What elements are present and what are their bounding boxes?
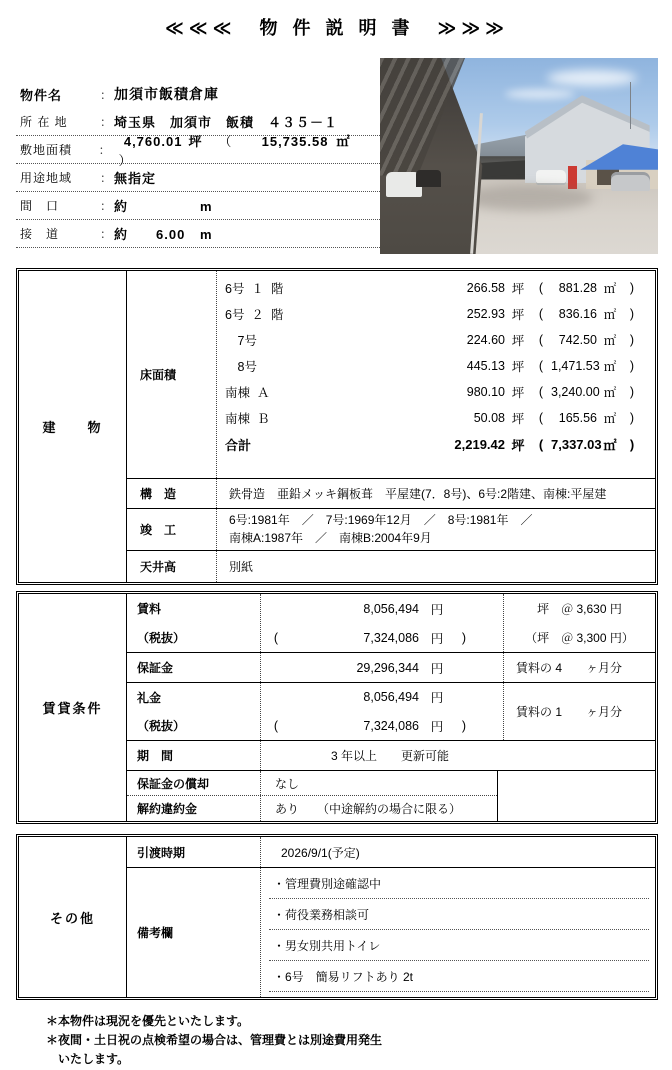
paren-close: ) — [629, 359, 635, 373]
yen-unit: 円 — [430, 691, 444, 706]
m2-unit: ㎡ — [603, 282, 617, 296]
structure-label: 構 造 — [127, 479, 217, 508]
deposit-note-cell — [503, 653, 655, 682]
photo-cloud — [505, 89, 575, 99]
paren-close: ) — [461, 630, 467, 645]
deposit-amount — [261, 659, 503, 677]
key-money-number: 8,056,494 — [363, 690, 419, 705]
site-area-value — [112, 131, 380, 169]
approx: 約 — [114, 227, 129, 242]
colon: ： — [99, 87, 112, 102]
structure-row — [127, 478, 655, 508]
top-section — [16, 56, 658, 254]
other-section-label: その他 — [19, 837, 127, 997]
page-title: ≪≪≪ 物 件 説 明 書 ≫≫≫ — [164, 18, 510, 38]
paren-close: ） — [118, 152, 133, 168]
footer-notes — [16, 1012, 658, 1070]
info-row-road — [16, 220, 380, 248]
rent-amount — [261, 600, 503, 618]
floor-row — [225, 379, 655, 405]
paren-open: ( — [538, 436, 544, 452]
deposit-values — [261, 653, 503, 682]
yen-unit: 円 — [430, 719, 444, 734]
completion-label: 竣 工 — [127, 509, 217, 550]
tsubo-unit: 坪 — [511, 412, 525, 426]
penalty-row — [127, 796, 497, 821]
zoning-label: 用途地域 — [20, 171, 73, 185]
floor-m2: 165.56 — [558, 411, 597, 425]
floor-tsubo: 2,219.42 — [454, 436, 505, 452]
penalty-label-cell — [127, 796, 261, 821]
floor-area-block — [127, 271, 655, 478]
rent-tax-label: （税抜） — [137, 631, 186, 645]
note-line-1: ＊本物件は現況を優先といたします。 — [46, 1014, 250, 1028]
site-area-m2: 15,735.58 — [261, 133, 329, 149]
rent-section-label: 賃貸条件 — [19, 594, 127, 821]
tsubo-unit: 坪 — [511, 360, 525, 374]
floor-area-label: 床面積 — [127, 271, 217, 478]
per-tsubo: 坪 ＠ 3,630 円 — [537, 602, 622, 616]
m2-unit: ㎡ — [603, 437, 617, 453]
ceiling-value: 別紙 — [229, 560, 254, 574]
deposit-row — [127, 652, 655, 682]
rent-tax-amount — [261, 629, 503, 647]
info-row-frontage — [16, 192, 380, 220]
tsubo-unit: 坪 — [511, 386, 525, 400]
floor-tsubo: 50.08 — [473, 411, 505, 425]
period-label: 期 間 — [137, 749, 174, 763]
floor-area-values — [217, 271, 655, 478]
paren-open: ( — [538, 281, 544, 295]
remark-item: ・荷役業務相談可 — [269, 899, 649, 930]
property-name-value: 加須市飯積倉庫 — [114, 86, 219, 102]
completion-line-2: 南棟A:1987年 ／ 南棟B:2004年9月 — [229, 530, 432, 545]
m2-unit: ㎡ — [603, 334, 617, 348]
paren-close: ) — [629, 385, 635, 399]
floor-m2: 836.16 — [558, 307, 597, 321]
info-row-property-name — [16, 80, 380, 108]
ceiling-label: 天井高 — [127, 551, 217, 582]
yen-unit: 円 — [430, 602, 444, 617]
rent-row — [127, 594, 655, 652]
photo-white-car — [536, 170, 567, 186]
amortization-penalty-rows — [127, 770, 655, 821]
tsubo-unit: 坪 — [511, 437, 525, 453]
remark-item: ・管理費別途確認中 — [269, 868, 649, 899]
photo-cloud — [547, 70, 637, 86]
photo-vending-machine — [568, 166, 578, 190]
floor-row — [225, 327, 655, 353]
paren-open: ( — [538, 307, 544, 321]
paren-open: （ — [218, 133, 233, 149]
rent-label: 賃料 — [137, 602, 162, 616]
zoning-value: 無指定 — [114, 171, 157, 186]
yen-unit: 円 — [430, 631, 444, 646]
key-money-row — [127, 682, 655, 740]
floor-tsubo: 266.58 — [466, 281, 505, 295]
floor-m2: 1,471.53 — [551, 359, 600, 373]
deposit-number: 29,296,344 — [356, 660, 419, 675]
ceiling-row — [127, 550, 655, 582]
amortization-label-cell — [127, 771, 261, 795]
per-tsubo-tax: （坪 ＠ 3,300 円） — [525, 631, 634, 645]
paren-open: ( — [273, 630, 279, 645]
remark-item: ・男女別共用トイレ — [269, 930, 649, 961]
delivery-value: 2026/9/1(予定) — [281, 845, 360, 860]
floor-tsubo: 224.60 — [466, 333, 505, 347]
photo-antenna-pole — [630, 82, 631, 129]
road-meters: 6.00 — [156, 227, 186, 242]
floor-m2: 881.28 — [558, 281, 597, 295]
rent-amount-number: 8,056,494 — [363, 601, 419, 616]
key-money-note-cell — [503, 683, 655, 740]
road-value — [114, 224, 230, 243]
key-money-label: 礼金 — [137, 690, 162, 705]
paren-close: ) — [461, 718, 467, 733]
m2-unit: ㎡ — [603, 412, 617, 426]
address-label: 所 在 地 — [20, 115, 68, 129]
note-line-3: いたします。 — [58, 1052, 130, 1067]
info-row-site-area — [16, 133, 380, 168]
floor-tsubo: 252.93 — [466, 307, 505, 321]
delivery-label: 引渡時期 — [127, 837, 261, 867]
colon: ： — [99, 115, 112, 129]
key-money-note: 賃料の 1 ヶ月分 — [516, 705, 623, 719]
paren-open: ( — [538, 385, 544, 399]
photo-parked-dark-car — [416, 170, 441, 188]
building-table — [16, 268, 658, 585]
remark-item: ・6号 簡易リフトあり 2t — [269, 961, 649, 992]
rent-values — [261, 594, 503, 652]
colon: ： — [99, 199, 112, 213]
property-name-label: 物件名 — [20, 87, 63, 103]
floor-name: 6号 １ 階 — [225, 282, 284, 296]
key-money-tax-label: （税抜） — [137, 719, 186, 734]
rent-tax-number: 7,324,086 — [363, 630, 419, 645]
completion-line-1: 6号:1981年 ／ 7号:1969年12月 ／ 8号:1981年 ／ — [229, 513, 533, 528]
frontage-value — [114, 196, 230, 215]
rent-table — [16, 591, 658, 824]
approx: 約 — [114, 199, 129, 214]
floor-name: 8号 — [225, 360, 257, 374]
colon: ： — [99, 171, 112, 185]
key-money-values — [261, 683, 503, 740]
property-photo — [380, 58, 658, 254]
rent-label-cell — [127, 594, 261, 652]
tsubo-unit: 坪 — [511, 308, 525, 322]
floor-row — [225, 353, 655, 379]
key-money-tax-amount — [261, 717, 503, 735]
remarks-row — [127, 867, 655, 997]
paren-open: ( — [273, 718, 279, 733]
amortization-value: なし — [275, 776, 300, 791]
penalty-label: 解約違約金 — [137, 802, 198, 816]
remarks-list — [261, 868, 655, 997]
floor-tsubo: 445.13 — [466, 359, 505, 373]
floor-tsubo: 980.10 — [466, 385, 505, 399]
amortization-row — [127, 771, 497, 796]
key-money-amount — [261, 688, 503, 706]
period-value: 3 年以上 更新可能 — [331, 749, 450, 763]
structure-value: 鉄骨造 亜鉛メッキ鋼板葺 平屋建(7．8号)、6号:2階建、南棟:平屋建 — [229, 487, 607, 501]
deposit-note: 賃料の 4 ヶ月分 — [516, 661, 623, 675]
yen-unit: 円 — [430, 661, 444, 676]
floor-row — [225, 405, 655, 431]
floor-name: 合計 — [225, 437, 252, 453]
paren-close: ) — [629, 281, 635, 295]
deposit-label-cell — [127, 653, 261, 682]
floor-row — [225, 301, 655, 327]
site-area-tsubo: 4,760.01 — [123, 133, 183, 149]
m2-unit: ㎡ — [603, 360, 617, 374]
floor-name: 南棟 Ｂ — [225, 412, 270, 426]
paren-close: ) — [629, 333, 635, 347]
tsubo-unit: 坪 — [511, 282, 525, 296]
empty-cell — [497, 771, 655, 821]
delivery-row — [127, 837, 655, 867]
paren-close: ) — [629, 307, 635, 321]
key-money-label-cell — [127, 683, 261, 740]
meter-unit: m — [200, 199, 213, 214]
floor-m2: 742.50 — [558, 333, 597, 347]
floor-name: 6号 ２ 階 — [225, 308, 284, 322]
property-info — [16, 56, 380, 254]
penalty-value: あり （中途解約の場合に限る） — [275, 802, 462, 816]
paren-close: ) — [629, 411, 635, 425]
floor-m2: 7,337.03 — [551, 436, 602, 452]
tsubo-unit: 坪 — [511, 334, 525, 348]
note-line-2: ＊夜間・土日祝の点検希望の場合は、管理費とは別途費用発生 — [46, 1033, 383, 1048]
completion-value — [217, 509, 655, 550]
deposit-label: 保証金 — [137, 661, 174, 675]
m2-unit: ㎡ — [336, 133, 351, 149]
paren-open: ( — [538, 359, 544, 373]
colon: ： — [99, 227, 112, 241]
paren-close: ) — [629, 436, 635, 452]
m2-unit: ㎡ — [603, 308, 617, 322]
road-label: 接 道 — [20, 227, 60, 241]
colon: ： — [98, 143, 111, 157]
floor-row — [225, 275, 655, 301]
floor-name: 7号 — [225, 334, 257, 348]
site-area-label: 敷地面積 — [20, 143, 73, 157]
paren-open: ( — [538, 333, 544, 347]
photo-silver-minivan — [611, 172, 650, 192]
rent-per-tsubo-cell — [503, 594, 655, 652]
floor-m2: 3,240.00 — [551, 385, 600, 399]
period-row — [127, 740, 655, 770]
completion-row — [127, 508, 655, 550]
period-label-cell — [127, 741, 261, 770]
frontage-label: 間 口 — [20, 199, 60, 213]
meter-unit: m — [200, 227, 213, 242]
building-section-label: 建 物 — [19, 271, 127, 582]
other-table — [16, 834, 658, 1000]
floor-name: 南棟 Ａ — [225, 386, 270, 400]
amortization-label: 保証金の償却 — [137, 776, 210, 791]
floor-total-row — [225, 431, 655, 457]
key-money-tax-number: 7,324,086 — [363, 718, 419, 733]
remarks-label: 備考欄 — [127, 868, 261, 997]
m2-unit: ㎡ — [603, 386, 617, 400]
tsubo-unit: 坪 — [188, 133, 203, 149]
paren-open: ( — [538, 411, 544, 425]
address-value: 埼玉県 加須市 飯積 ４３５－１ — [114, 115, 339, 130]
